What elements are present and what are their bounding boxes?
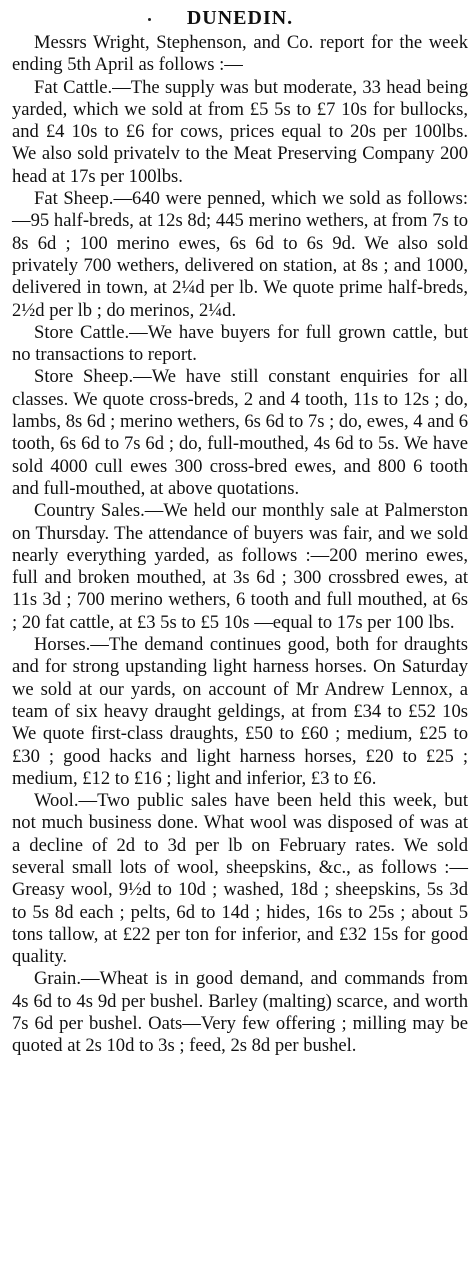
- paragraph-fat-cattle: [12, 77, 468, 188]
- paragraph-heading: Grain.: [34, 968, 81, 990]
- paragraph-fat-sheep: [12, 188, 468, 322]
- paragraph-heading: Store Sheep.: [34, 366, 134, 388]
- paragraph-wool: [12, 790, 468, 968]
- paragraph-text: —640 were penned, which we sold as follows:—95 half-breds, at 12s 8d; 445 merino wethers, at from 7s to 8s 6d ; 100 merino ewes, 6s 6d to 6s 9d. We also sold privately 700 wethers, delivered on station, at 8s ; and 1000, delivered in town, at 2¼d per lb. We quote prime half-breds, 2½d per lb ; do merinos, 2¼d.: [12, 188, 469, 321]
- paragraph-text: —Wheat is in good demand, and commands from 4s 6d to 4s 9d per bushel. Barley (malting) scarce, and worth 7s 6d per bushel. Oats—Very few offering ; milling may be quoted at 2s 10d to 3s ; feed, 2s 8d per bushel.: [12, 968, 468, 1057]
- paragraph-horses: [12, 634, 468, 790]
- paragraph-heading: Store Cattle.: [34, 321, 130, 343]
- paragraph-heading: Country Sales.: [34, 500, 145, 522]
- paragraph-heading: Horses.: [34, 634, 91, 656]
- paragraph-text: —We have buyers for full grown cattle, but no transactions to report.: [12, 321, 468, 366]
- print-dot: [148, 18, 151, 21]
- paragraph-store-sheep: [12, 366, 468, 500]
- paragraph-grain: [12, 968, 468, 1057]
- paragraph-text: Messrs Wright, Stephenson, and Co. report for the week ending 5th April as follows :—: [12, 32, 468, 76]
- paragraph-text: —The supply was but moderate, 33 head being yarded, which we sold at from £5 5s to £7 10s for bullocks, and £4 10s to £6 for cows, prices equal to 20s per 100lbs. We also sold privatelv to the Meat Preserving Company 200 head at 17s per 100lbs.: [12, 76, 468, 187]
- paragraph-text: —We held our monthly sale at Palmerston on Thursday. The attendance of buyers was fair, and we sold nearly everything yarded, as follows :—200 merino ewes, full and broken mouthed, at 3s 6d ; 300 crossbred ewes, at 11s 3d ; 700 merino wethers, 6 tooth and full mouthed, at 6s ; 20 fat cattle, at £3 5s to £5 10s —equal to 17s per 100 lbs.: [12, 500, 468, 633]
- paragraph-heading: Fat Cattle.: [34, 76, 113, 98]
- paragraph-heading: Wool.: [34, 790, 79, 812]
- paragraph-heading: Fat Sheep.: [34, 188, 114, 210]
- paragraph-intro: [12, 32, 468, 77]
- paragraph-country-sales: [12, 500, 468, 634]
- paragraph-text: —Two public sales have been held this week, but not much business done. What wool was disposed of was at a decline of 2d to 3d per lb on February rates. We sold several small lots of wool, sheepskins, &c., as follows :—Greasy wool, 9½d to 10d ; washed, 18d ; sheepskins, 5s 3d to 5s 8d each ; pelts, 6d to 14d ; hides, 16s to 25s ; about 5 tons tallow, at £22 per ton for inferior, and £32 15s for good quality.: [12, 790, 468, 968]
- paragraph-text: —We have still constant enquiries for all classes. We quote cross-breds, 2 and 4 tooth, 11s to 12s ; do, lambs, 8s 6d ; merino wethers, 6s 6d to 7s ; do, ewes, 4 and 6 tooth, 6s 6d to 7s 6d ; do, full-mouthed, 4s 6d to 5s. We have sold 4000 cull ewes 300 cross-bred ewes, and 800 6 tooth and full-mouthed, at above quotations.: [12, 366, 469, 499]
- article-title: DUNEDIN.: [186, 7, 294, 29]
- paragraph-store-cattle: [12, 322, 468, 367]
- paragraph-text: —The demand continues good, both for draughts and for strong upstanding light harness horses. On Saturday we sold at our yards, on account of Mr Andrew Lennox, a team of six heavy draught geldings, at from £34 to £52 10s We quote first-class draughts, £50 to £60 ; medium, £25 to £30 ; good hacks and light harness horses, £20 to £25 ; medium, £12 to £16 ; light and inferior, £3 to £6.: [12, 634, 468, 789]
